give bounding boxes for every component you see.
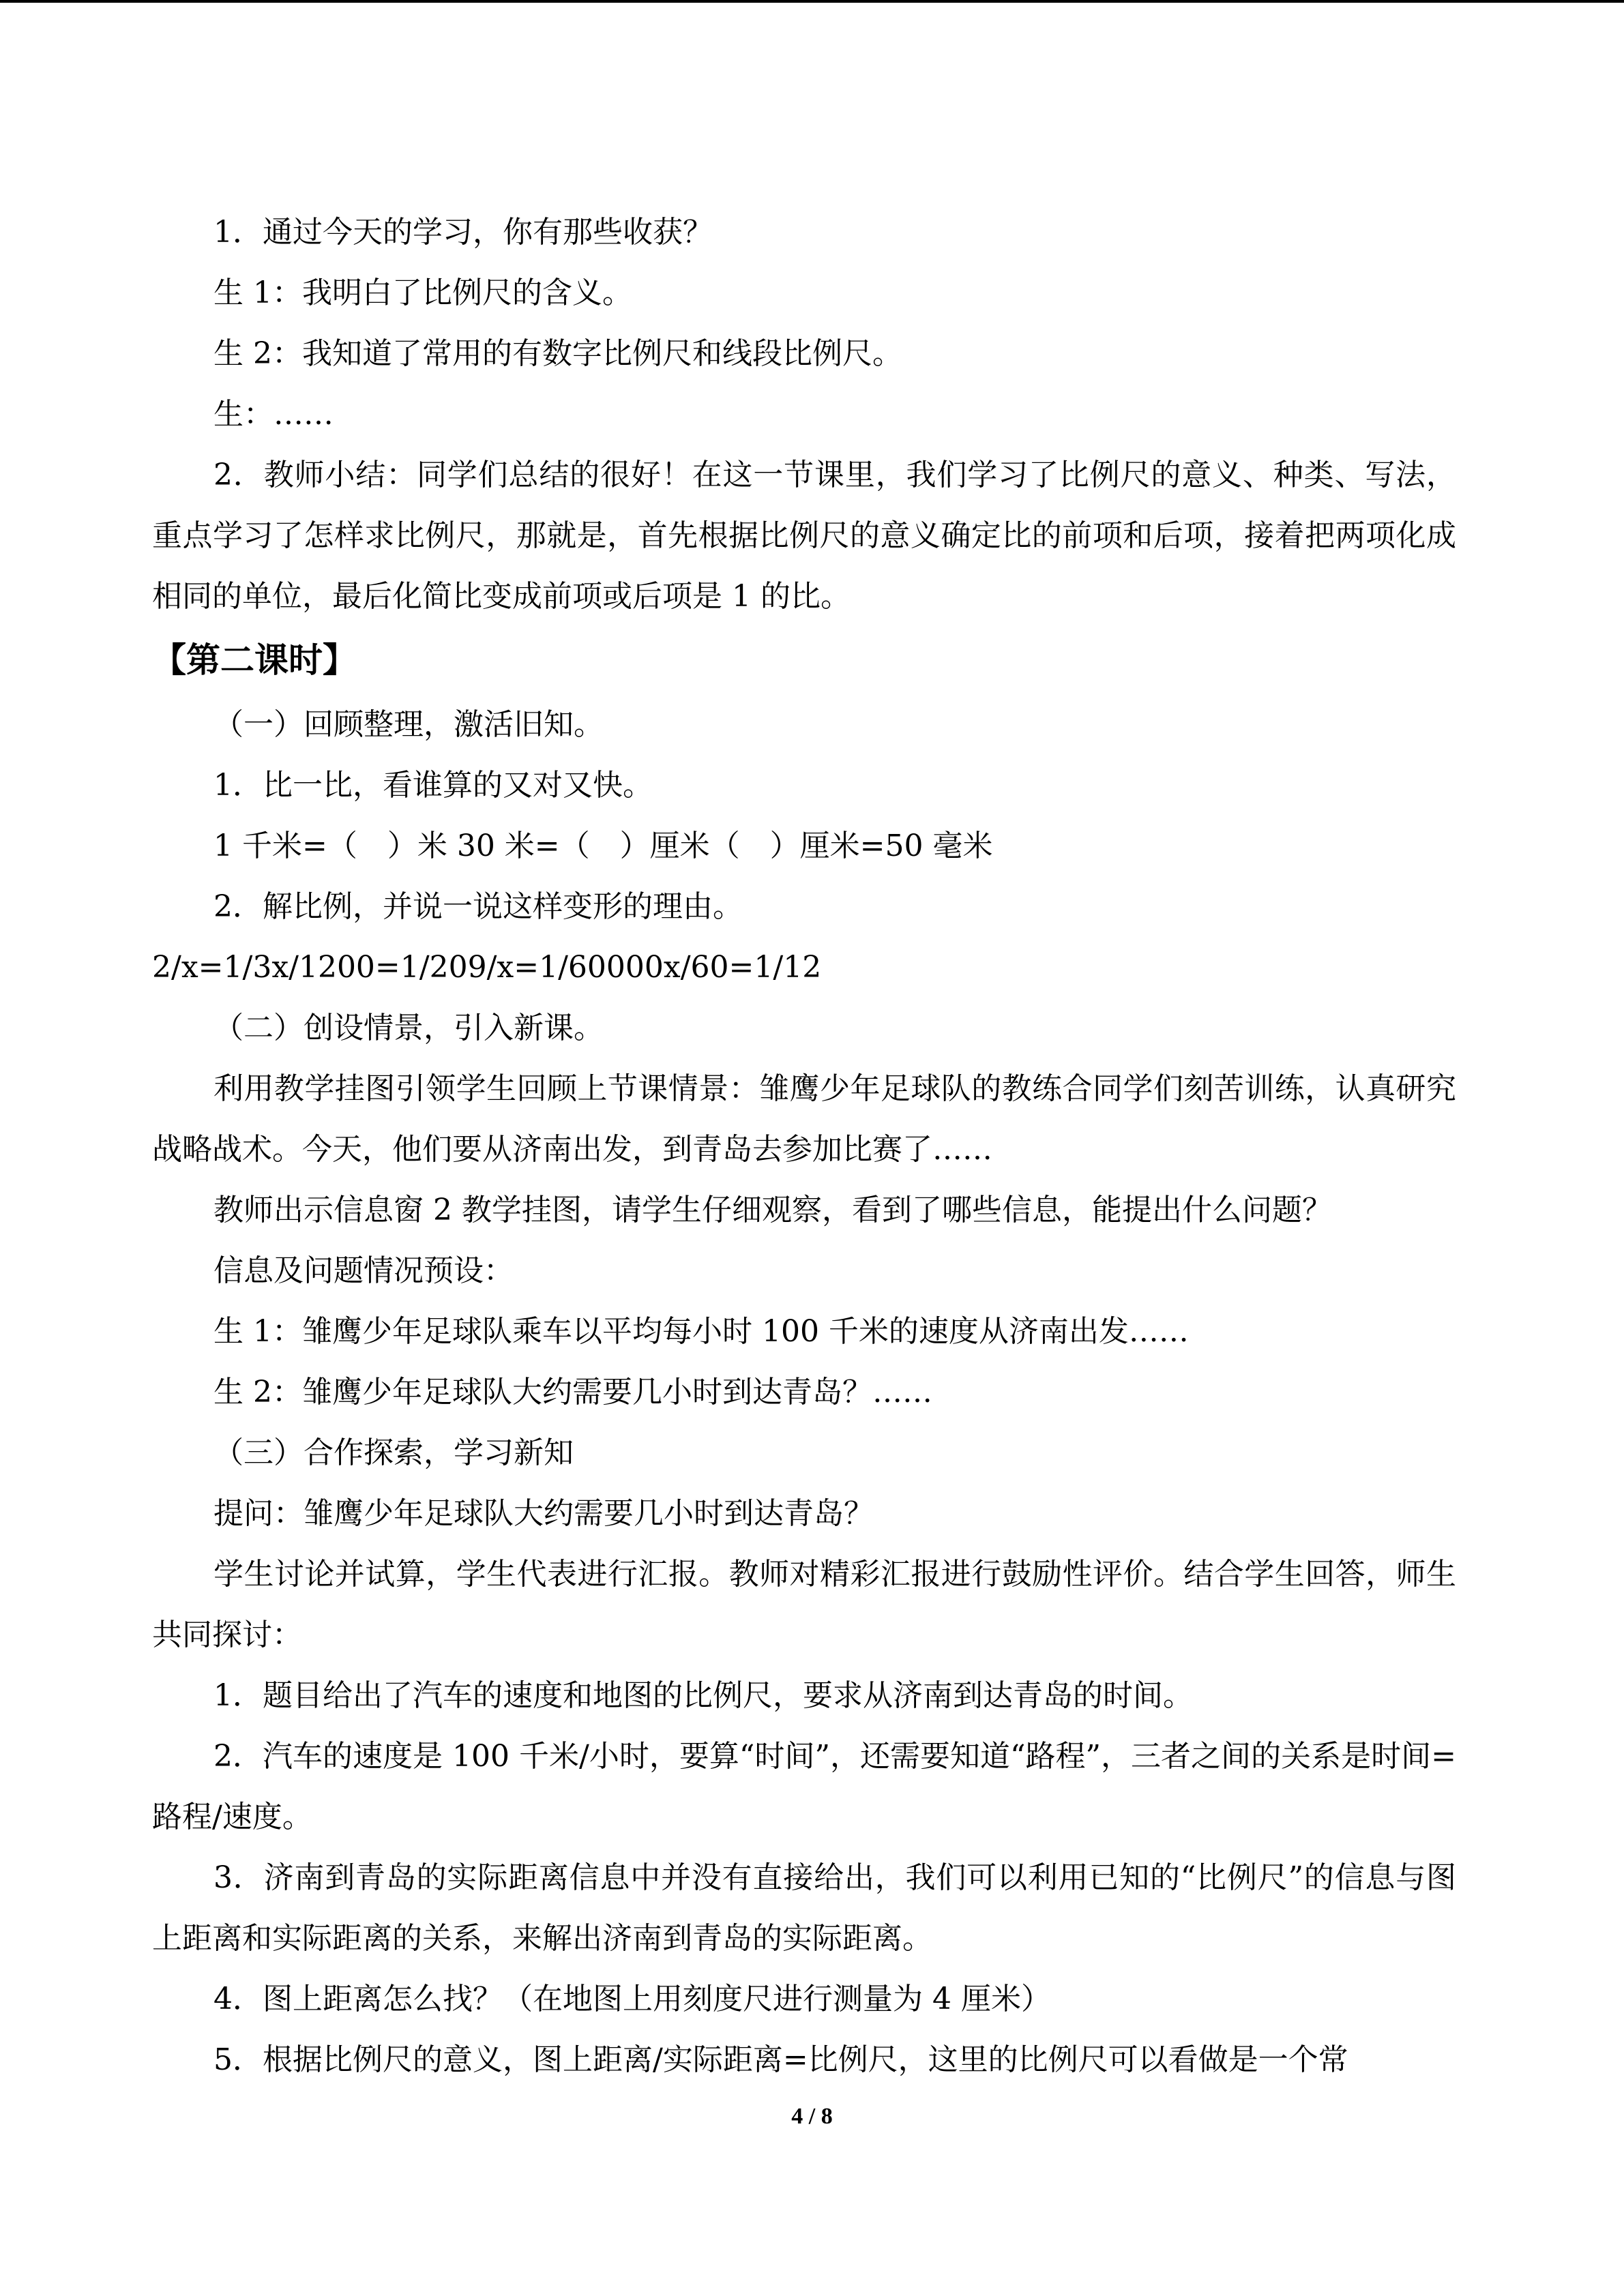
page-number: 4 / 8	[791, 2104, 833, 2129]
paragraph: 生：……	[213, 397, 334, 432]
paragraph: 2．汽车的速度是 100 千米/小时，要算“时间”，还需要知道“路程”，三者之间的关系是时间=路程/速度。	[152, 1739, 1456, 1834]
section-heading: 【第二课时】	[152, 640, 357, 680]
paragraph: 1 千米=（ ）米 30 米=（ ）厘米（ ）厘米=50 毫米	[213, 829, 993, 863]
paragraph: 2．教师小结：同学们总结的很好！在这一节课里，我们学习了比例尺的意义、种类、写法，重点学习了怎样求比例尺，那就是，首先根据比例尺的意义确定比的前项和后项，接着把两项化成相同的单位，最后化简比变成前项或后项是 1 的比。	[152, 458, 1456, 614]
paragraph: 生 1：雏鹰少年足球队乘车以平均每小时 100 千米的速度从济南出发……	[213, 1314, 1189, 1349]
paragraph: 2．解比例，并说一说这样变形的理由。	[213, 889, 743, 924]
top-border-line	[0, 0, 1624, 3]
paragraph: 5．根据比例尺的意义，图上距离/实际距离=比例尺，这里的比例尺可以看做是一个常	[213, 2042, 1348, 2077]
paragraph: 生 1：我明白了比例尺的含义。	[213, 275, 632, 310]
paragraph: 1．通过今天的学习，你有那些收获？	[213, 215, 713, 250]
paragraph: 3．济南到青岛的实际距离信息中并没有直接给出，我们可以利用已知的“比例尺”的信息与图上距离和实际距离的关系，来解出济南到青岛的实际距离。	[152, 1860, 1456, 1956]
paragraph: （三）合作探索，学习新知	[213, 1435, 574, 1470]
paragraph: 教师出示信息窗 2 教学挂图，请学生仔细观察，看到了哪些信息，能提出什么问题？	[213, 1193, 1332, 1227]
paragraph: 学生讨论并试算，学生代表进行汇报。教师对精彩汇报进行鼓励性评价。结合学生回答，师生共同探讨：	[152, 1557, 1456, 1652]
paragraph: 4．图上距离怎么找？（在地图上用刻度尺进行测量为 4 厘米）	[213, 1982, 1051, 2016]
paragraph: 1．题目给出了汽车的速度和地图的比例尺，要求从济南到达青岛的时间。	[213, 1678, 1193, 1713]
paragraph: 提问：雏鹰少年足球队大约需要几小时到达青岛？	[213, 1496, 874, 1531]
paragraph: 生 2：我知道了常用的有数字比例尺和线段比例尺。	[213, 336, 902, 371]
paragraph: 1．比一比，看谁算的又对又快。	[213, 768, 653, 803]
paragraph: 2/x=1/3x/1200=1/209/x=1/60000x/60=1/12	[152, 950, 822, 985]
paragraph: 利用教学挂图引领学生回顾上节课情景：雏鹰少年足球队的教练合同学们刻苦训练，认真研究战略战术。今天，他们要从济南出发，到青岛去参加比赛了……	[152, 1071, 1456, 1167]
paragraph: 生 2：雏鹰少年足球队大约需要几小时到达青岛？……	[213, 1375, 932, 1410]
paragraph: 信息及问题情况预设：	[213, 1253, 514, 1288]
paragraph: （二）创设情景，引入新课。	[213, 1011, 604, 1045]
document-body	[152, 202, 1456, 2090]
paragraph: （一）回顾整理，激活旧知。	[213, 707, 604, 742]
